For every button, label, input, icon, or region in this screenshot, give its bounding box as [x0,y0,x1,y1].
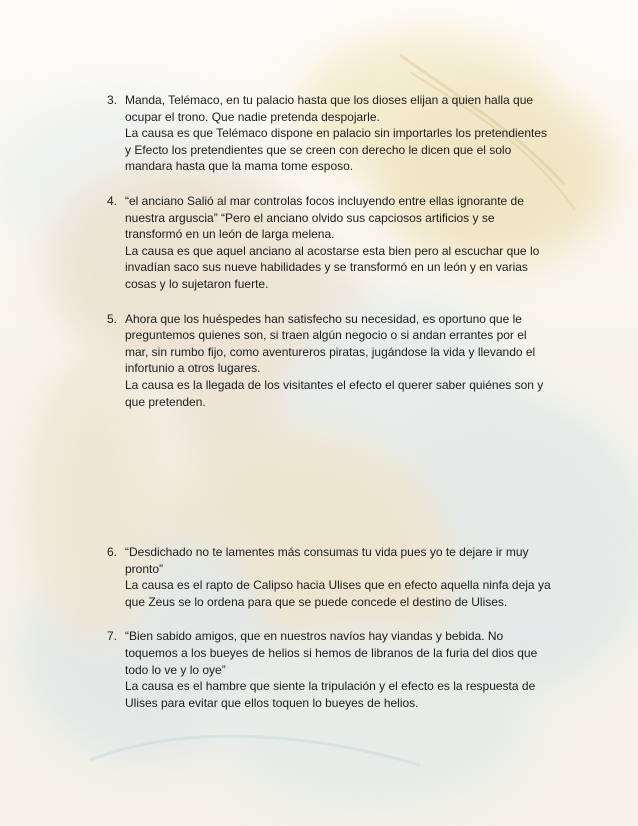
item-quote: “Desdichado no te lamentes más consumas tu vida pues yo te dejare ir muy pronto” [125,545,529,576]
document-content [107,92,552,711]
item-body [125,544,552,610]
item-analysis: La causa es el hambre que siente la tripulación y el efecto es la respuesta de Ulises para evitar que ellos toquen lo bueyes de helios. [125,679,536,710]
list-item [107,628,552,711]
item-quote: Ahora que los huéspedes han satisfecho su necesidad, es oportuno que le preguntemos quienes son, si traen algún negocio o si andan errantes por el mar, sin rumbo fijo, como aventureros piratas, jugándose la vida y llevando el infortunio a otros lugares. [125,311,536,376]
item-quote: “el anciano Salió al mar controlas focos incluyendo entre ellas ignorante de nuestra arguscia” “Pero el anciano olvido sus capciosos artificios y se transformó en un león de larga melena. [125,193,524,242]
list-item [107,544,552,610]
list-item [107,311,552,411]
list-item [107,193,552,293]
item-analysis: La causa es que Telémaco dispone en palacio sin importarles los pretendientes y Efecto los pretendientes que se creen con derecho le dicen que el solo mandara hasta que la mama tome esposo. [125,126,548,174]
item-body [125,311,552,411]
item-analysis: La causa es que aquel anciano al acostarse esta bien pero al escuchar que lo invadían saco sus nueve habilidades y se transformó en un león y en varias cosas y lo sujetaron fuerte. [125,243,540,291]
item-number: 5. [107,311,118,326]
item-quote: Manda, Telémaco, en tu palacio hasta que los dioses elijan a quien halla que ocupar el trono. Que nadie pretenda despojarle. [125,93,534,124]
item-body [125,193,552,293]
item-number: 7. [107,629,118,644]
item-analysis: La causa es la llegada de los visitantes el efecto el querer saber quiénes son y que pretenden. [125,377,544,409]
item-body [125,92,552,175]
item-quote: “Bien sabido amigos, que en nuestros navíos hay viandas y bebida. No toquemos a los bueyes de helios si hemos de libranos de la furia del dios que todo lo ve y lo oye” [125,629,538,677]
item-number: 3. [107,93,118,107]
item-number: 6. [107,545,118,560]
list-item [107,92,552,175]
item-number: 4. [107,193,118,208]
item-analysis: La causa es el rapto de Calipso hacia Ulises que en efecto aquella ninfa deja ya que Zeus se lo ordena para que se puede concede el destino de Ulises. [125,578,551,609]
item-body [125,628,552,711]
